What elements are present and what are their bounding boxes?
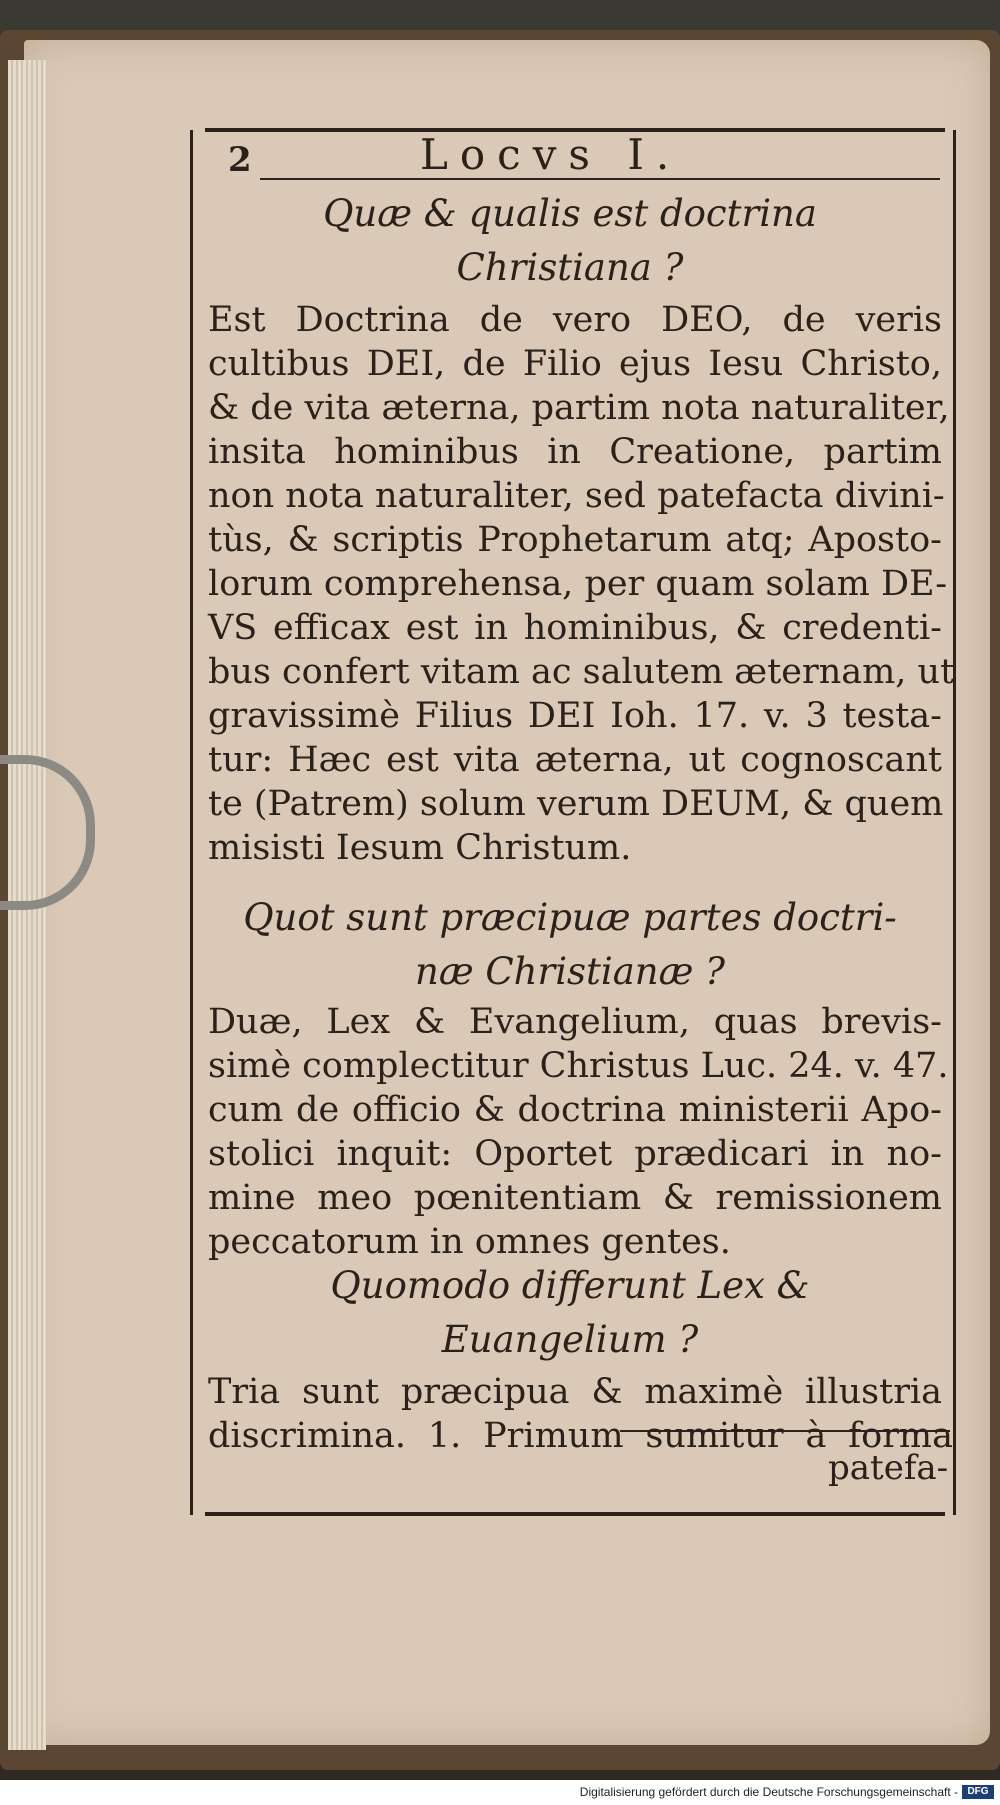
text-line: stolici inquit: Oportet prædicari in no- — [208, 1134, 942, 1174]
text-line: non nota naturaliter, sed patefacta divini- — [208, 476, 945, 516]
text-line: VS efficax est in hominibus, & credenti- — [208, 608, 942, 648]
catchword: patefa- — [828, 1448, 949, 1488]
text-line: te (Patrem) solum verum DEUM, & quem — [208, 784, 944, 824]
text-line: misisti Iesum Christum. — [208, 828, 632, 868]
text-line: cum de officio & doctrina ministerii Apo- — [208, 1090, 942, 1130]
dfg-logo: DFG — [962, 1785, 994, 1799]
text-line: Tria sunt præcipua & maximè illustria — [208, 1372, 942, 1412]
page-number: 2 — [228, 140, 252, 180]
question-heading: Euangelium ? — [441, 1318, 699, 1361]
text-line: tur: Hæc est vita æterna, ut cognoscant — [208, 740, 942, 780]
text-line: lorum comprehensa, per quam solam DE- — [208, 564, 948, 604]
question-heading: Quæ & qualis est doctrina — [323, 192, 817, 235]
text-line: bus confert vitam ac salutem æternam, ut — [208, 652, 955, 692]
running-head: Locvs I. — [420, 130, 682, 179]
question-heading: Quomodo differunt Lex & — [330, 1264, 810, 1307]
text-line: simè complectitur Christus Luc. 24. v. 47. — [208, 1046, 949, 1086]
text-line: peccatorum in omnes gentes. — [208, 1222, 731, 1262]
question-heading: Quot sunt præcipuæ partes doctri- — [243, 896, 897, 939]
text-line: mine meo pœnitentiam & remissionem — [208, 1178, 942, 1218]
text-line: & de vita æterna, partim nota naturaliter, — [208, 388, 950, 428]
text-line: gravissimè Filius DEI Ioh. 17. v. 3 testa- — [208, 696, 942, 736]
footer-credit: Digitalisierung gefördert durch die Deutsche Forschungsgemeinschaft - — [579, 1785, 958, 1799]
text-line: discrimina. 1. Primum sumitur à forma — [208, 1416, 953, 1456]
bottom-rule — [205, 1512, 945, 1516]
text-line: cultibus DEI, de Filio ejus Iesu Christo, — [208, 344, 942, 384]
text-line: insita hominibus in Creatione, partim — [208, 432, 942, 472]
question-heading: Christiana ? — [456, 246, 684, 289]
text-line: Est Doctrina de vero DEO, de veris — [208, 300, 942, 340]
text-line: tùs, & scriptis Prophetarum atq; Aposto- — [208, 520, 942, 560]
text-line: Duæ, Lex & Evangelium, quas brevis- — [208, 1002, 942, 1042]
question-heading: næ Christianæ ? — [415, 950, 725, 993]
